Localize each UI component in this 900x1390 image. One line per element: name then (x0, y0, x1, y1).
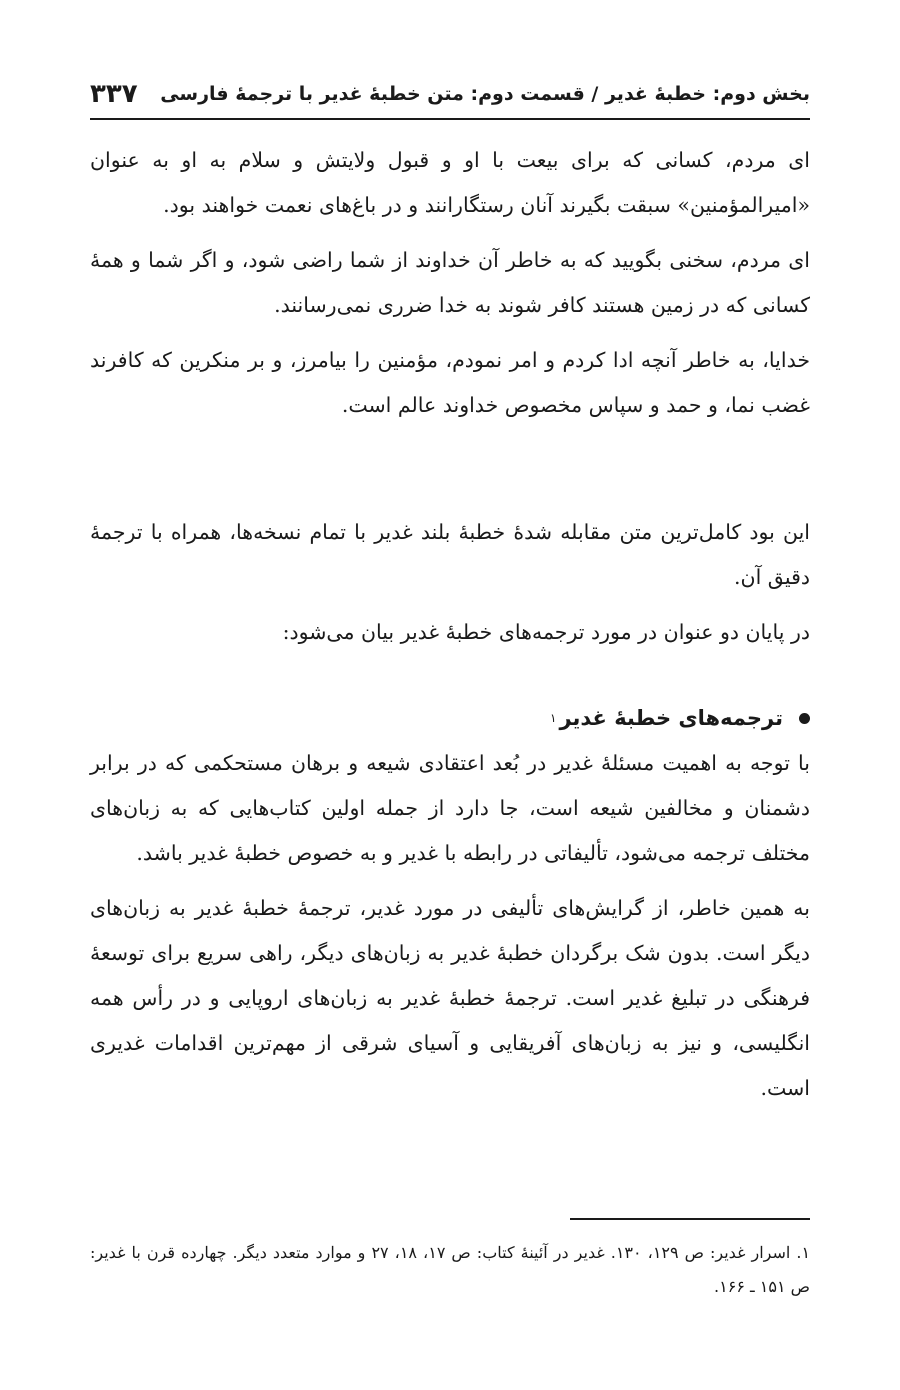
page-body (90, 138, 810, 1121)
footnote-rule (570, 1218, 810, 1220)
bullet-icon (799, 713, 810, 724)
running-head: بخش دوم: خطبهٔ غدیر / قسمت دوم: متن خطبهٔ غدیر با ترجمهٔ فارسی (160, 83, 810, 105)
paragraph: ای مردم، کسانی که برای بیعت با او و قبول ولایتش و سلام به او به عنوان «امیرالمؤمنین» سبقت بگیرند آنان رستگارانند و در باغ‌های نعمت خواهند بود. (90, 148, 810, 217)
closing-paragraph: در پایان دو عنوان در مورد ترجمه‌های خطبهٔ غدیر بیان می‌شود: (282, 620, 810, 644)
section-paragraph: با توجه به اهمیت مسئلهٔ غدیر در بُعد اعتقادی شیعه و برهان مستحکمی که در برابر دشمنان و مخالفین شیعه است، جا دارد از جمله اولین کتاب‌هایی که به زبان‌های مختلف ترجمه می‌شود، تألیفاتی در رابطه با غدیر و به خصوص خطبهٔ غدیر باشد. (90, 751, 810, 865)
header-rule (90, 118, 810, 120)
footnote-text: ۱. اسرار غدیر: ص ۱۲۹، ۱۳۰. غدیر در آئینهٔ کتاب: ص ۱۷، ۱۸، ۲۷ و موارد متعدد دیگر. چهارده قرن با غدیر: ص ۱۵۱ ـ ۱۶۶. (90, 1243, 811, 1296)
footnote-ref[interactable]: ۱ (550, 711, 557, 725)
paragraph: خدایا، به خاطر آنچه ادا کردم و امر نمودم، مؤمنین را بیامرز، و بر منکرین که کافرند غضب نما، و حمد و سپاس مخصوص خداوند عالم است. (90, 348, 810, 417)
section-heading (90, 695, 810, 741)
footnote (90, 1236, 810, 1304)
closing-paragraph: این بود کامل‌ترین متن مقابله شدهٔ خطبهٔ بلند غدیر با تمام نسخه‌ها، همراه با ترجمهٔ دقیق آن. (90, 520, 810, 589)
page-header (90, 72, 810, 116)
paragraph: ای مردم، سخنی بگویید که به خاطر آن خداوند از شما راضی شود، و اگر شما و همهٔ کسانی که در زمین هستند کافر شوند به خدا ضرری نمی‌رسانند. (90, 248, 810, 317)
section-paragraph: به همین خاطر، از گرایش‌های تألیفی در مورد غدیر، ترجمهٔ خطبهٔ غدیر به زبان‌های دیگر است. بدون شک برگردان خطبهٔ غدیر به زبان‌های دیگر، راهی سریع برای توسعهٔ فرهنگی در تبلیغ غدیر است. ترجمهٔ خطبهٔ غدیر به زبان‌های اروپایی و در رأس همه انگلیسی، و نیز به زبان‌های آفریقایی و آسیای شرقی از مهم‌ترین اقدامات غدیری است. (90, 896, 810, 1100)
section-title: ترجمه‌های خطبهٔ غدیر (559, 706, 783, 730)
page-number: ۳۳۷ (90, 79, 138, 109)
